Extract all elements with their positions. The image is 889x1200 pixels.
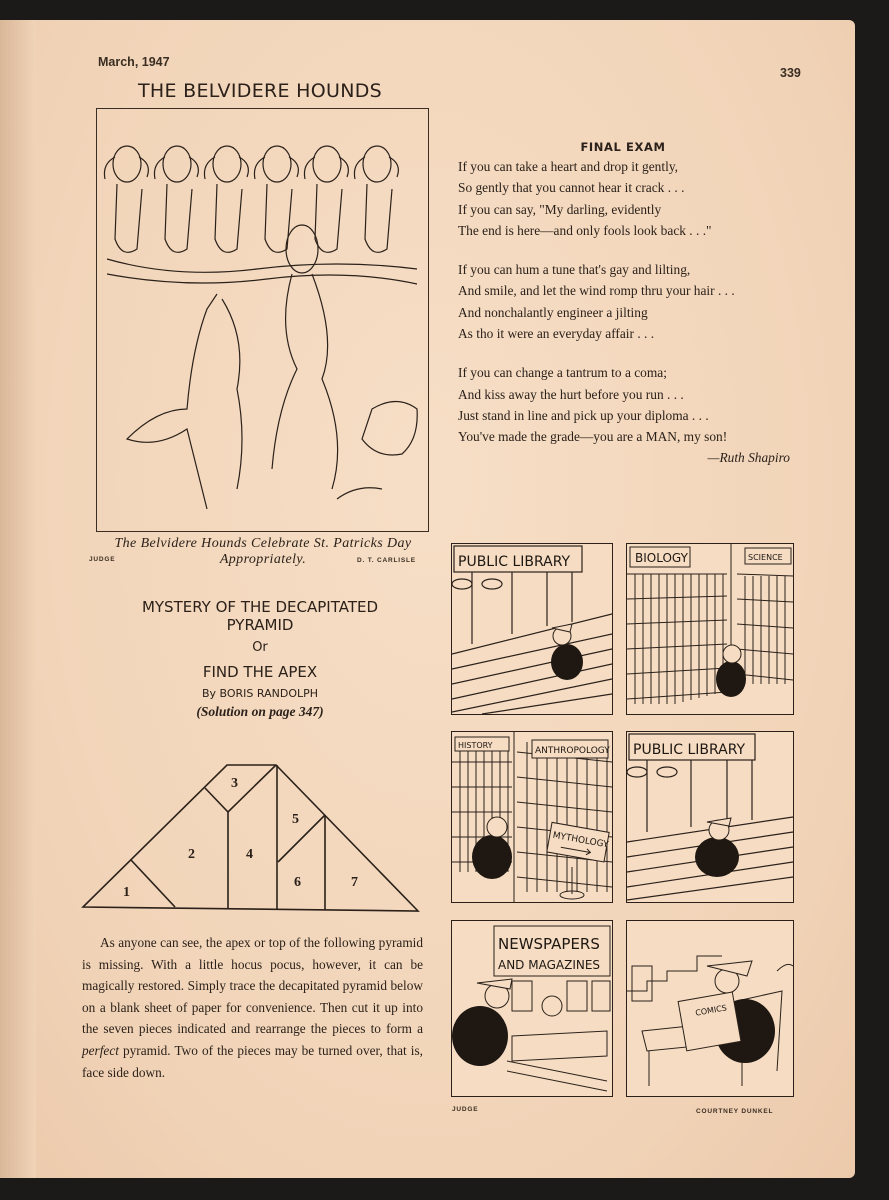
newsstand-illustration [452, 921, 612, 1096]
puzzle-byline: By BORIS RANDOLPH [201, 687, 319, 700]
hounds-caption: The Belvidere Hounds Celebrate St. Patricks Day Appropriately. [114, 536, 412, 567]
puzzle-title-line2: PYRAMID [226, 616, 294, 634]
park-bench-comics-illustration [627, 921, 793, 1096]
comics-book-cover: COMICS [694, 1003, 728, 1018]
page-number: 339 [780, 66, 801, 80]
poem-stanza: If you can take a heart and drop it gently, So gently that you cannot hear it crack . . . If you can say, "My darling, evidently The end is here—and only fools look back . . ." [458, 159, 712, 238]
piece-label-2: 2 [188, 847, 195, 862]
piece-label-4: 4 [246, 847, 253, 862]
issue-date: March, 1947 [98, 55, 170, 69]
dancing-hounds-illustration [97, 109, 428, 531]
hounds-cartoon [96, 108, 429, 532]
sign-science: SCIENCE [748, 553, 783, 562]
piece-label-3: 3 [231, 776, 238, 791]
piece-label-7: 7 [351, 875, 358, 890]
chorus-line-hounds [104, 146, 417, 284]
piece-label-6: 6 [294, 875, 301, 890]
puzzle-heading [80, 598, 440, 720]
poem-final-exam [458, 140, 818, 466]
puzzle-or: Or [252, 640, 268, 655]
poem-stanza: If you can change a tantrum to a coma; And kiss away the hurt before you run . . . Just stand in line and pick up your diploma . . . You've made the grade—you are a MAN, my son! [458, 365, 728, 445]
sign-history: HISTORY [458, 741, 493, 750]
sign-public-library: PUBLIC LIBRARY [458, 554, 571, 570]
comic-panel-6 [626, 920, 794, 1097]
puzzle-solution-note: (Solution on page 347) [196, 704, 324, 719]
sign-newspapers: NEWSPAPERS [498, 935, 600, 953]
mythology-shelves-illustration [452, 732, 612, 902]
poem-author: —Ruth Shapiro [707, 449, 790, 465]
piece-label-5: 5 [292, 812, 299, 827]
comic-panel-1 [451, 543, 613, 715]
biology-shelves-illustration [627, 544, 793, 714]
sign-anthropology: ANTHROPOLOGY [535, 746, 610, 756]
library-exit-illustration [627, 732, 793, 902]
hounds-credit-artist: D. T. CARLISLE [357, 557, 416, 564]
poem-stanza: If you can hum a tune that's gay and lilting, And smile, and let the wind romp thru your hair . . . And nonchalantly engineer a jilting As tho it were an everyday affair . . . [458, 262, 735, 342]
sign-mythology: MYTHOLOGY [551, 830, 610, 851]
hound-lower-right [337, 402, 417, 500]
puzzle-instructions: As anyone can see, the apex or top of the following pyramid is missing. With a little hocus pocus, however, it can be magically restored. Simply trace the decapitated pyramid below on a blank sheet of paper for convenience. Then cut it up into the seven pieces indicated and rearrange the pieces to form a perfect pyramid. Two of the pieces may be turned over, that is, face side down. [82, 935, 423, 1080]
decapitated-pyramid-diagram [80, 750, 440, 920]
sign-magazines: AND MAGAZINES [498, 958, 601, 972]
comic-credit-publication: JUDGE [452, 1106, 479, 1113]
comic-panel-4 [626, 731, 794, 903]
page-spine-shadow [0, 20, 36, 1178]
hounds-credit-publication: JUDGE [89, 556, 116, 563]
fox-dancer [127, 294, 242, 509]
puzzle-subtitle: FIND THE APEX [202, 663, 318, 681]
sign-biology: BIOLOGY [635, 551, 688, 565]
comic-panel-3 [451, 731, 613, 903]
poem-title: FINAL EXAM [580, 140, 666, 154]
library-entrance-illustration [452, 544, 612, 714]
comic-panel-5 [451, 920, 613, 1097]
hounds-title: THE BELVIDERE HOUNDS [137, 80, 382, 102]
comic-panel-2 [626, 543, 794, 715]
piece-label-1: 1 [123, 885, 130, 900]
sign-public-library-return: PUBLIC LIBRARY [633, 742, 746, 758]
puzzle-title-line1: MYSTERY OF THE DECAPITATED [141, 598, 379, 616]
comic-credit-artist: COURTNEY DUNKEL [696, 1108, 774, 1115]
